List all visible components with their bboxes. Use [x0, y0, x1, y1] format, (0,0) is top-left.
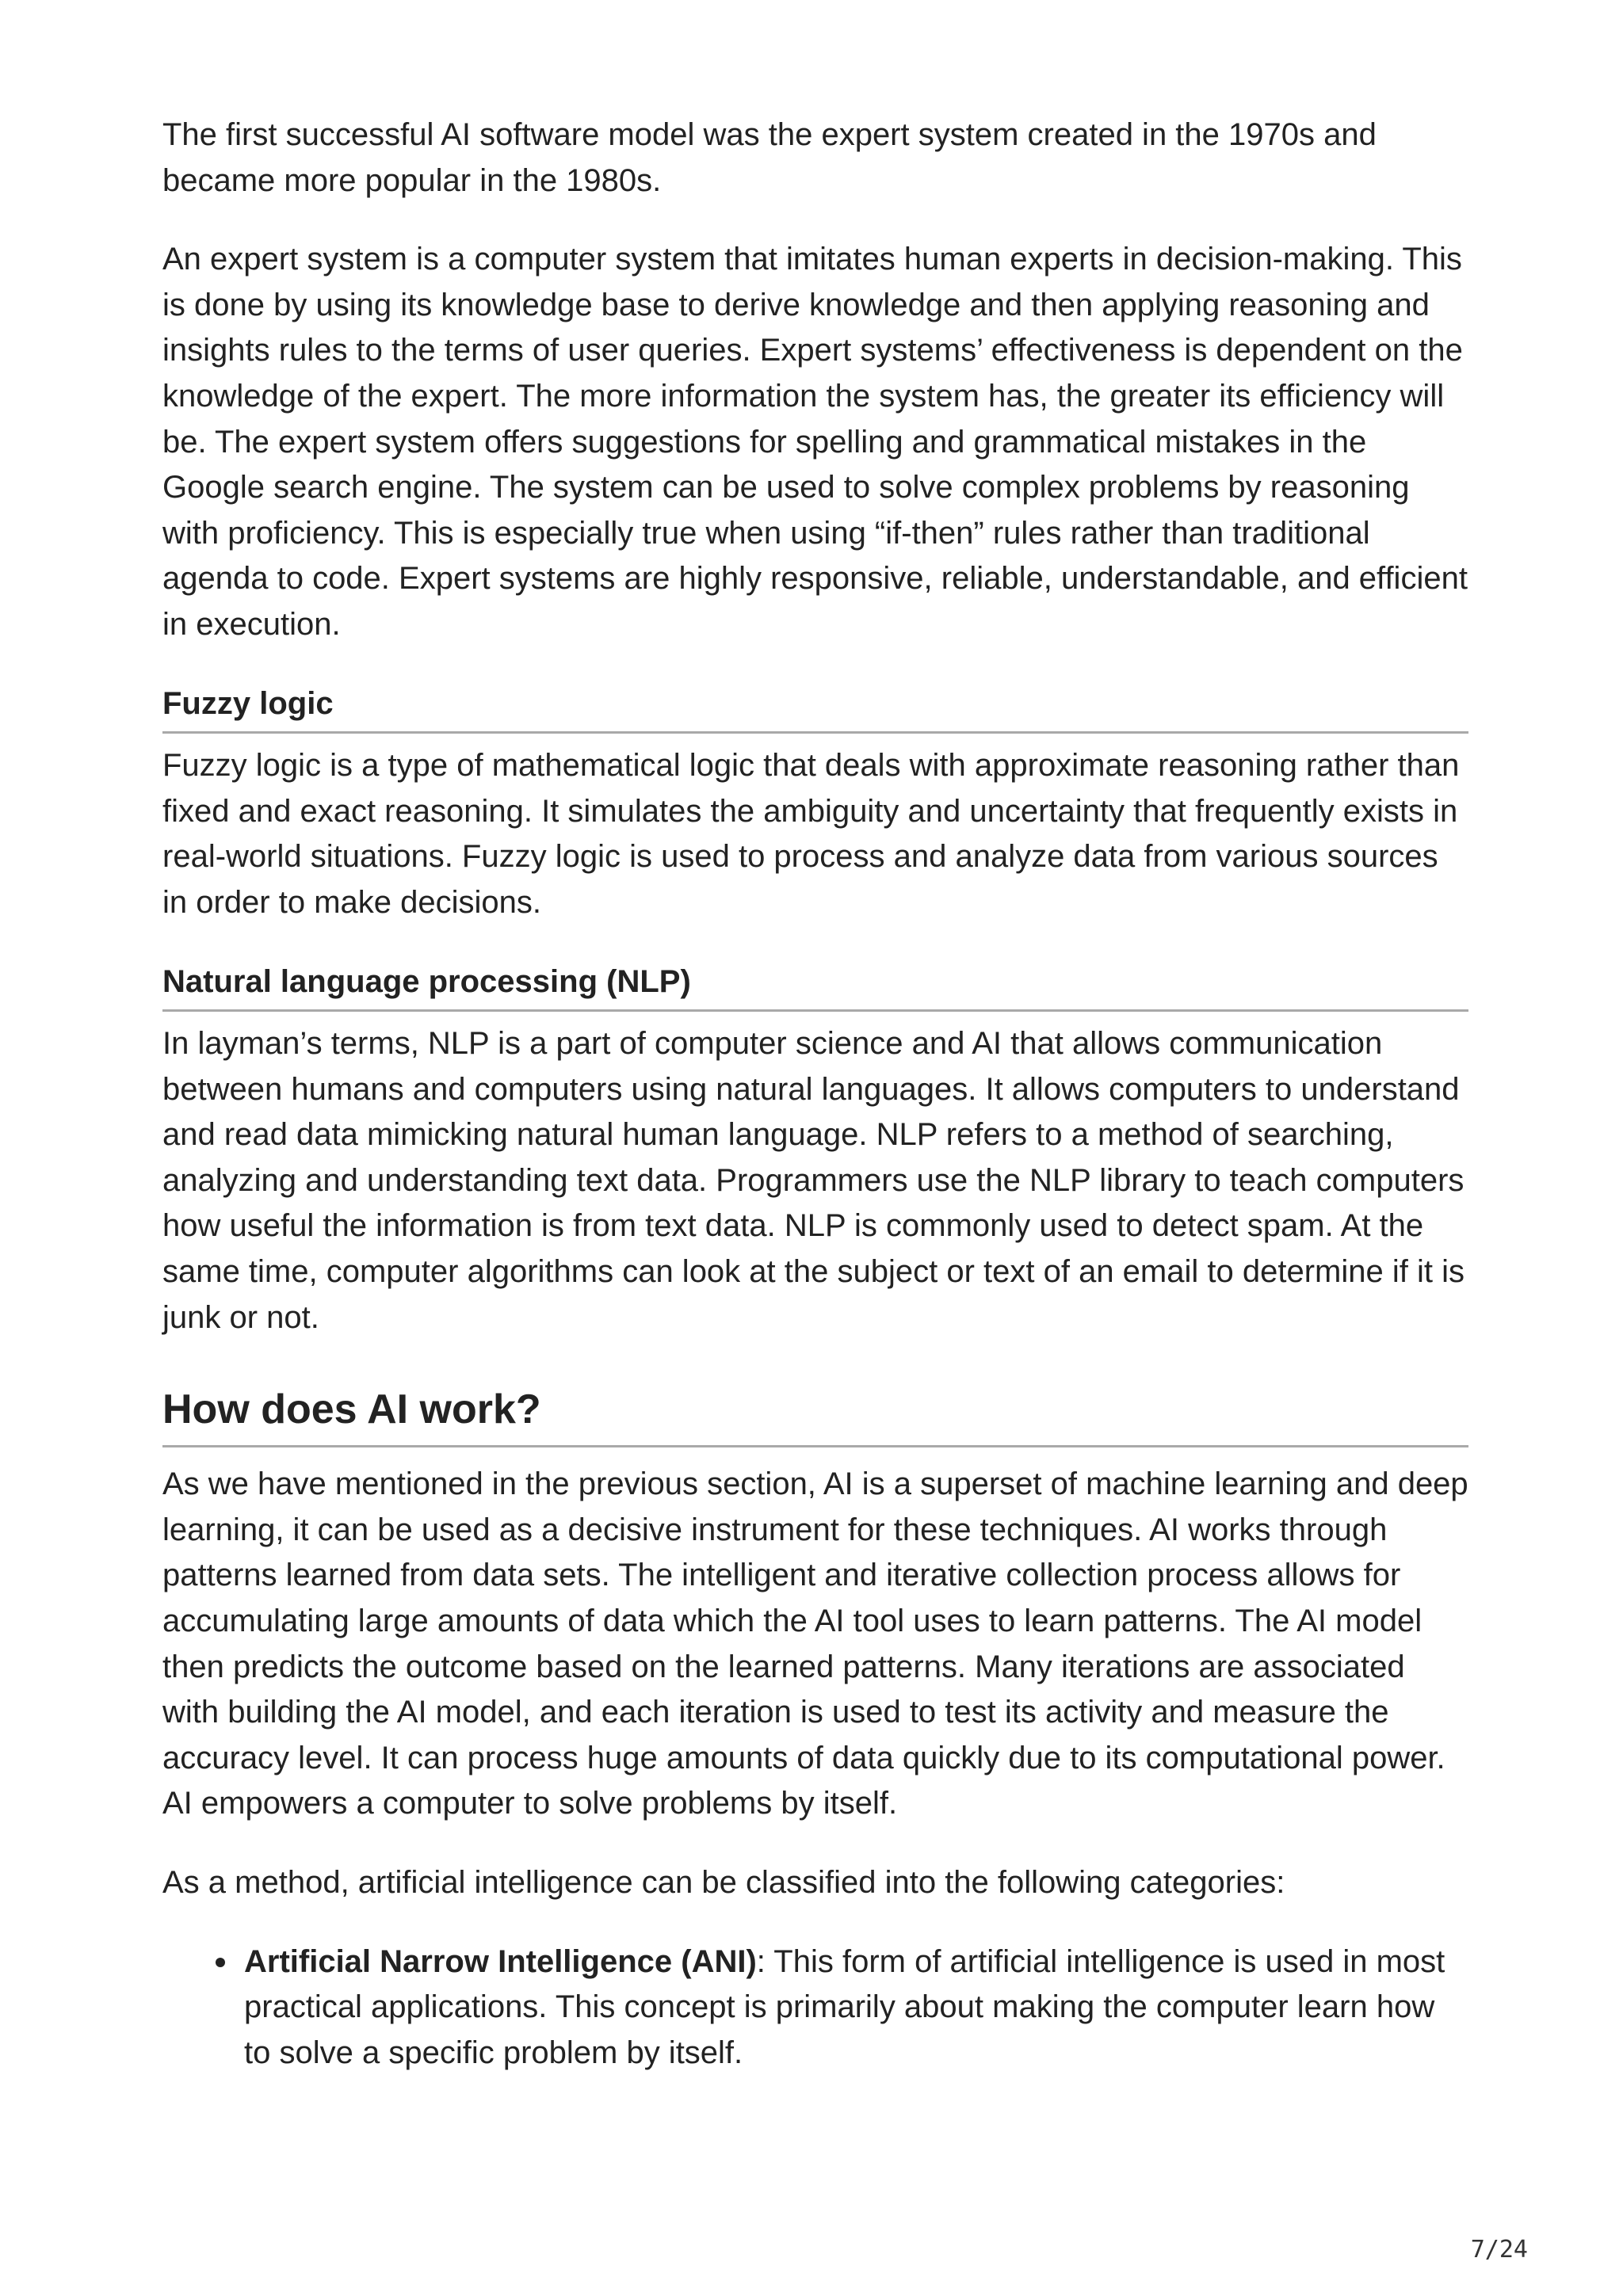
heading-nlp: Natural language processing (NLP) — [162, 959, 1468, 1013]
list-item-text: : This form of artificial intelligence is used in most practical applications. This concept is primarily about making the computer learn how to solve a specific problem by itself. — [244, 1943, 1445, 2070]
paragraph-categories-intro: As a method, artificial intelligence can be classified into the following categories: — [162, 1865, 1285, 1900]
paragraph-intro: The first successful AI software model was the expert system created in the 1970s and became more popular in the 1980s. — [162, 117, 1377, 198]
heading-fuzzy-logic: Fuzzy logic — [162, 681, 1468, 734]
page-number: 7/24 — [1470, 2236, 1528, 2264]
paragraph-nlp: In layman’s terms, NLP is a part of computer science and AI that allows communication between humans and computers using natural languages. It allows computers to understand and read data mimicking natural human language. NLP refers to a method of searching, analyzing and understanding text data. Programmers use the NLP library to teach computers how useful the information is from text data. NLP is commonly used to detect spam. At the same time, computer algorithms can look at the subject or text of an email to determine if it is junk or not. — [162, 1026, 1465, 1335]
paragraph-fuzzy-logic: Fuzzy logic is a type of mathematical logic that deals with approximate reasoning rather than fixed and exact reasoning. It simulates the ambiguity and uncertainty that frequently exists in real-world situations. Fuzzy logic is used to process and analyze data from various sources in order to make decisions. — [162, 748, 1460, 920]
list-item-term: Artificial Narrow Intelligence (ANI) — [244, 1943, 757, 1979]
heading-how-ai-works: How does AI work? — [162, 1382, 1468, 1447]
bullet-icon — [216, 1958, 225, 1967]
paragraph-how-ai-works: As we have mentioned in the previous section, AI is a superset of machine learning and deep learning, it can be used as a decisive instrument for these techniques. AI works through patterns learned from data sets. The intelligent and iterative collection process allows for accumulating large amounts of data which the AI tool uses to learn patterns. The AI model then predicts the outcome based on the learned patterns. Many iterations are associated with building the AI model, and each iteration is used to test its activity and measure the accuracy level. It can process huge amounts of data quickly due to its computational power. AI empowers a computer to solve problems by itself. — [162, 1466, 1468, 1821]
paragraph-expert-system: An expert system is a computer system that imitates human experts in decision-making. This is done by using its knowledge base to derive knowledge and then applying reasoning and insights rules to the terms of user queries. Expert systems’ effectiveness is dependent on the knowledge of the expert. The more information the system has, the greater its efficiency will be. The expert system offers suggestions for spelling and grammatical mistakes in the Google search engine. The system can be used to solve complex problems by reasoning with proficiency. This is especially true when using “if-then” rules rather than traditional agenda to code. Expert systems are highly responsive, reliable, understandable, and efficient in execution. — [162, 242, 1468, 642]
list-item — [244, 1939, 1468, 2077]
document-page — [162, 113, 1468, 2076]
category-list — [162, 1939, 1468, 2077]
